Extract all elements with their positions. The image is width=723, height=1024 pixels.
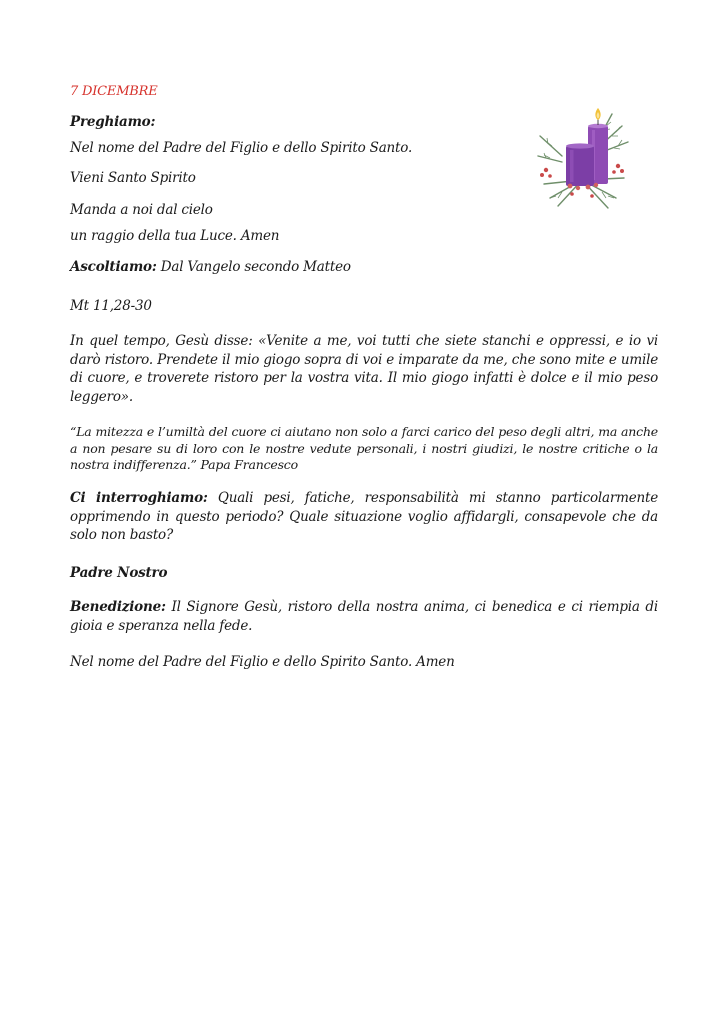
blessing-text: Il Signore Gesù, ristoro della nostra anima, ci benedica e ci riempia di gioia e speranza nella fede. bbox=[70, 599, 658, 634]
advent-candles-illustration bbox=[532, 100, 632, 212]
listen-label: Ascoltiamo: bbox=[70, 259, 157, 275]
pray-label: Preghiamo: bbox=[70, 114, 156, 130]
blessing-label: Benedizione: bbox=[70, 599, 166, 615]
question-paragraph bbox=[70, 489, 658, 545]
pray-line-1: Nel nome del Padre del Figlio e dello Spirito Santo. bbox=[70, 140, 413, 156]
listen-line bbox=[70, 259, 351, 275]
listen-text: Dal Vangelo secondo Matteo bbox=[156, 259, 351, 275]
gospel-reference: Mt 11,28-30 bbox=[70, 298, 152, 314]
closing-line: Nel nome del Padre del Figlio e dello Spirito Santo. Amen bbox=[70, 654, 455, 670]
date-heading: 7 DICEMBRE bbox=[70, 84, 158, 99]
gospel-text: In quel tempo, Gesù disse: «Venite a me, voi tutti che siete stanchi e oppressi, e io vi darò ristoro. Prendete il mio giogo sopra di voi e imparate da me, che sono mite e umile di cuore, e troverete ristoro per la vostra vita. Il mio giogo infatti è dolce e il mio peso leggero». bbox=[70, 333, 658, 405]
pray-line-2: Vieni Santo Spirito bbox=[70, 170, 196, 186]
pray-line-4: un raggio della tua Luce. Amen bbox=[70, 228, 280, 244]
blessing-paragraph bbox=[70, 598, 658, 635]
question-label: Ci interroghiamo: bbox=[70, 490, 208, 506]
question-text: Quali pesi, fatiche, responsabilità mi stanno particolarmente opprimendo in questo periodo? Quale situazione voglio affidargli, consapevole che da solo non basto? bbox=[70, 490, 658, 543]
pray-line-3: Manda a noi dal cielo bbox=[70, 202, 213, 218]
pope-quote: “La mitezza e l’umiltà del cuore ci aiutano non solo a farci carico del peso degli altri, ma anche a non pesare su di loro con le nostre vedute personali, i nostri giudizi, le nostre critiche o la nostra indifferenza.” Papa Francesco bbox=[70, 424, 658, 472]
our-father-heading: Padre Nostro bbox=[70, 565, 168, 581]
